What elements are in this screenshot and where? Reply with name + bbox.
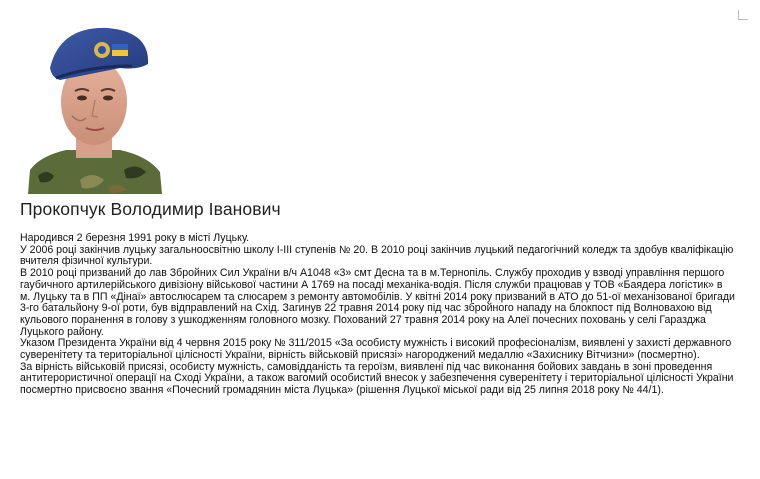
bio-paragraph-honor: За вірність військовій присязі, особисту мужність, самовідданість та героїзм, виявлені під час виконання бойових завдань в зоні проведення антитерористичної операції на Сході України, а також вагомий особистий внесок у забезпечення суверенітету і територіальної цілісності України посмертно присвоєно звання «Почесний громадянин міста Луцька» (рішення Луцької міської ради від 25 липня 2018 року № 44/1). [20,360,734,397]
bio-paragraph-education: У 2006 році закінчив луцьку загальноосвітню школу І-ІІІ ступенів № 20. В 2010 році закінчив луцький педагогічний коледж та здобув кваліфікацію вчителя фізичної культури. [20,243,734,268]
portrait-photo [20,20,166,194]
biography-text [20,233,735,397]
bio-paragraph-birth: Народився 2 березня 1991 року в місті Луцьку. [20,232,250,244]
bio-paragraph-service: В 2010 році призваний до лав Збройних Сил України в/ч А1048 «3» смт Десна та в м.Тернопіль. Службу проходив у взводі управління першого гаубичного артилерійського дивізіону військової частини А 1769 на посаді механіка-водія. Після служби працював у ТОВ «Баядера логістик» в м. Луцьку та в ПП «Дінаї» автослюсарем та слюсарем з ремонту автомобілів. У квітні 2014 року призваний в АТО до 51-ої механізованої бригади 3-го батальйону 9-ої роти, був відправлений на Схід. Загинув 22 травня 2014 року під час збройного нападу на блокпост під Волновахою від кульового поранення в голову з ушкодженням головного мозку. Похований 27 травня 2014 року на Алеї почесних поховань у селі Гаразджа Луцького району. [20,267,735,338]
page-corner-mark [738,10,748,20]
bio-paragraph-decree: Указом Президента України від 4 червня 2015 року № 311/2015 «За особисту мужність і високий професіоналізм, виявлені у захисті державного суверенітету та територіальної цілісності України, вірність військовій присязі» нагороджений медаллю «Захиснику Вітчизни» (посмертно). [20,337,732,362]
person-name: Прокопчук Володимир Іванович [20,199,281,219]
